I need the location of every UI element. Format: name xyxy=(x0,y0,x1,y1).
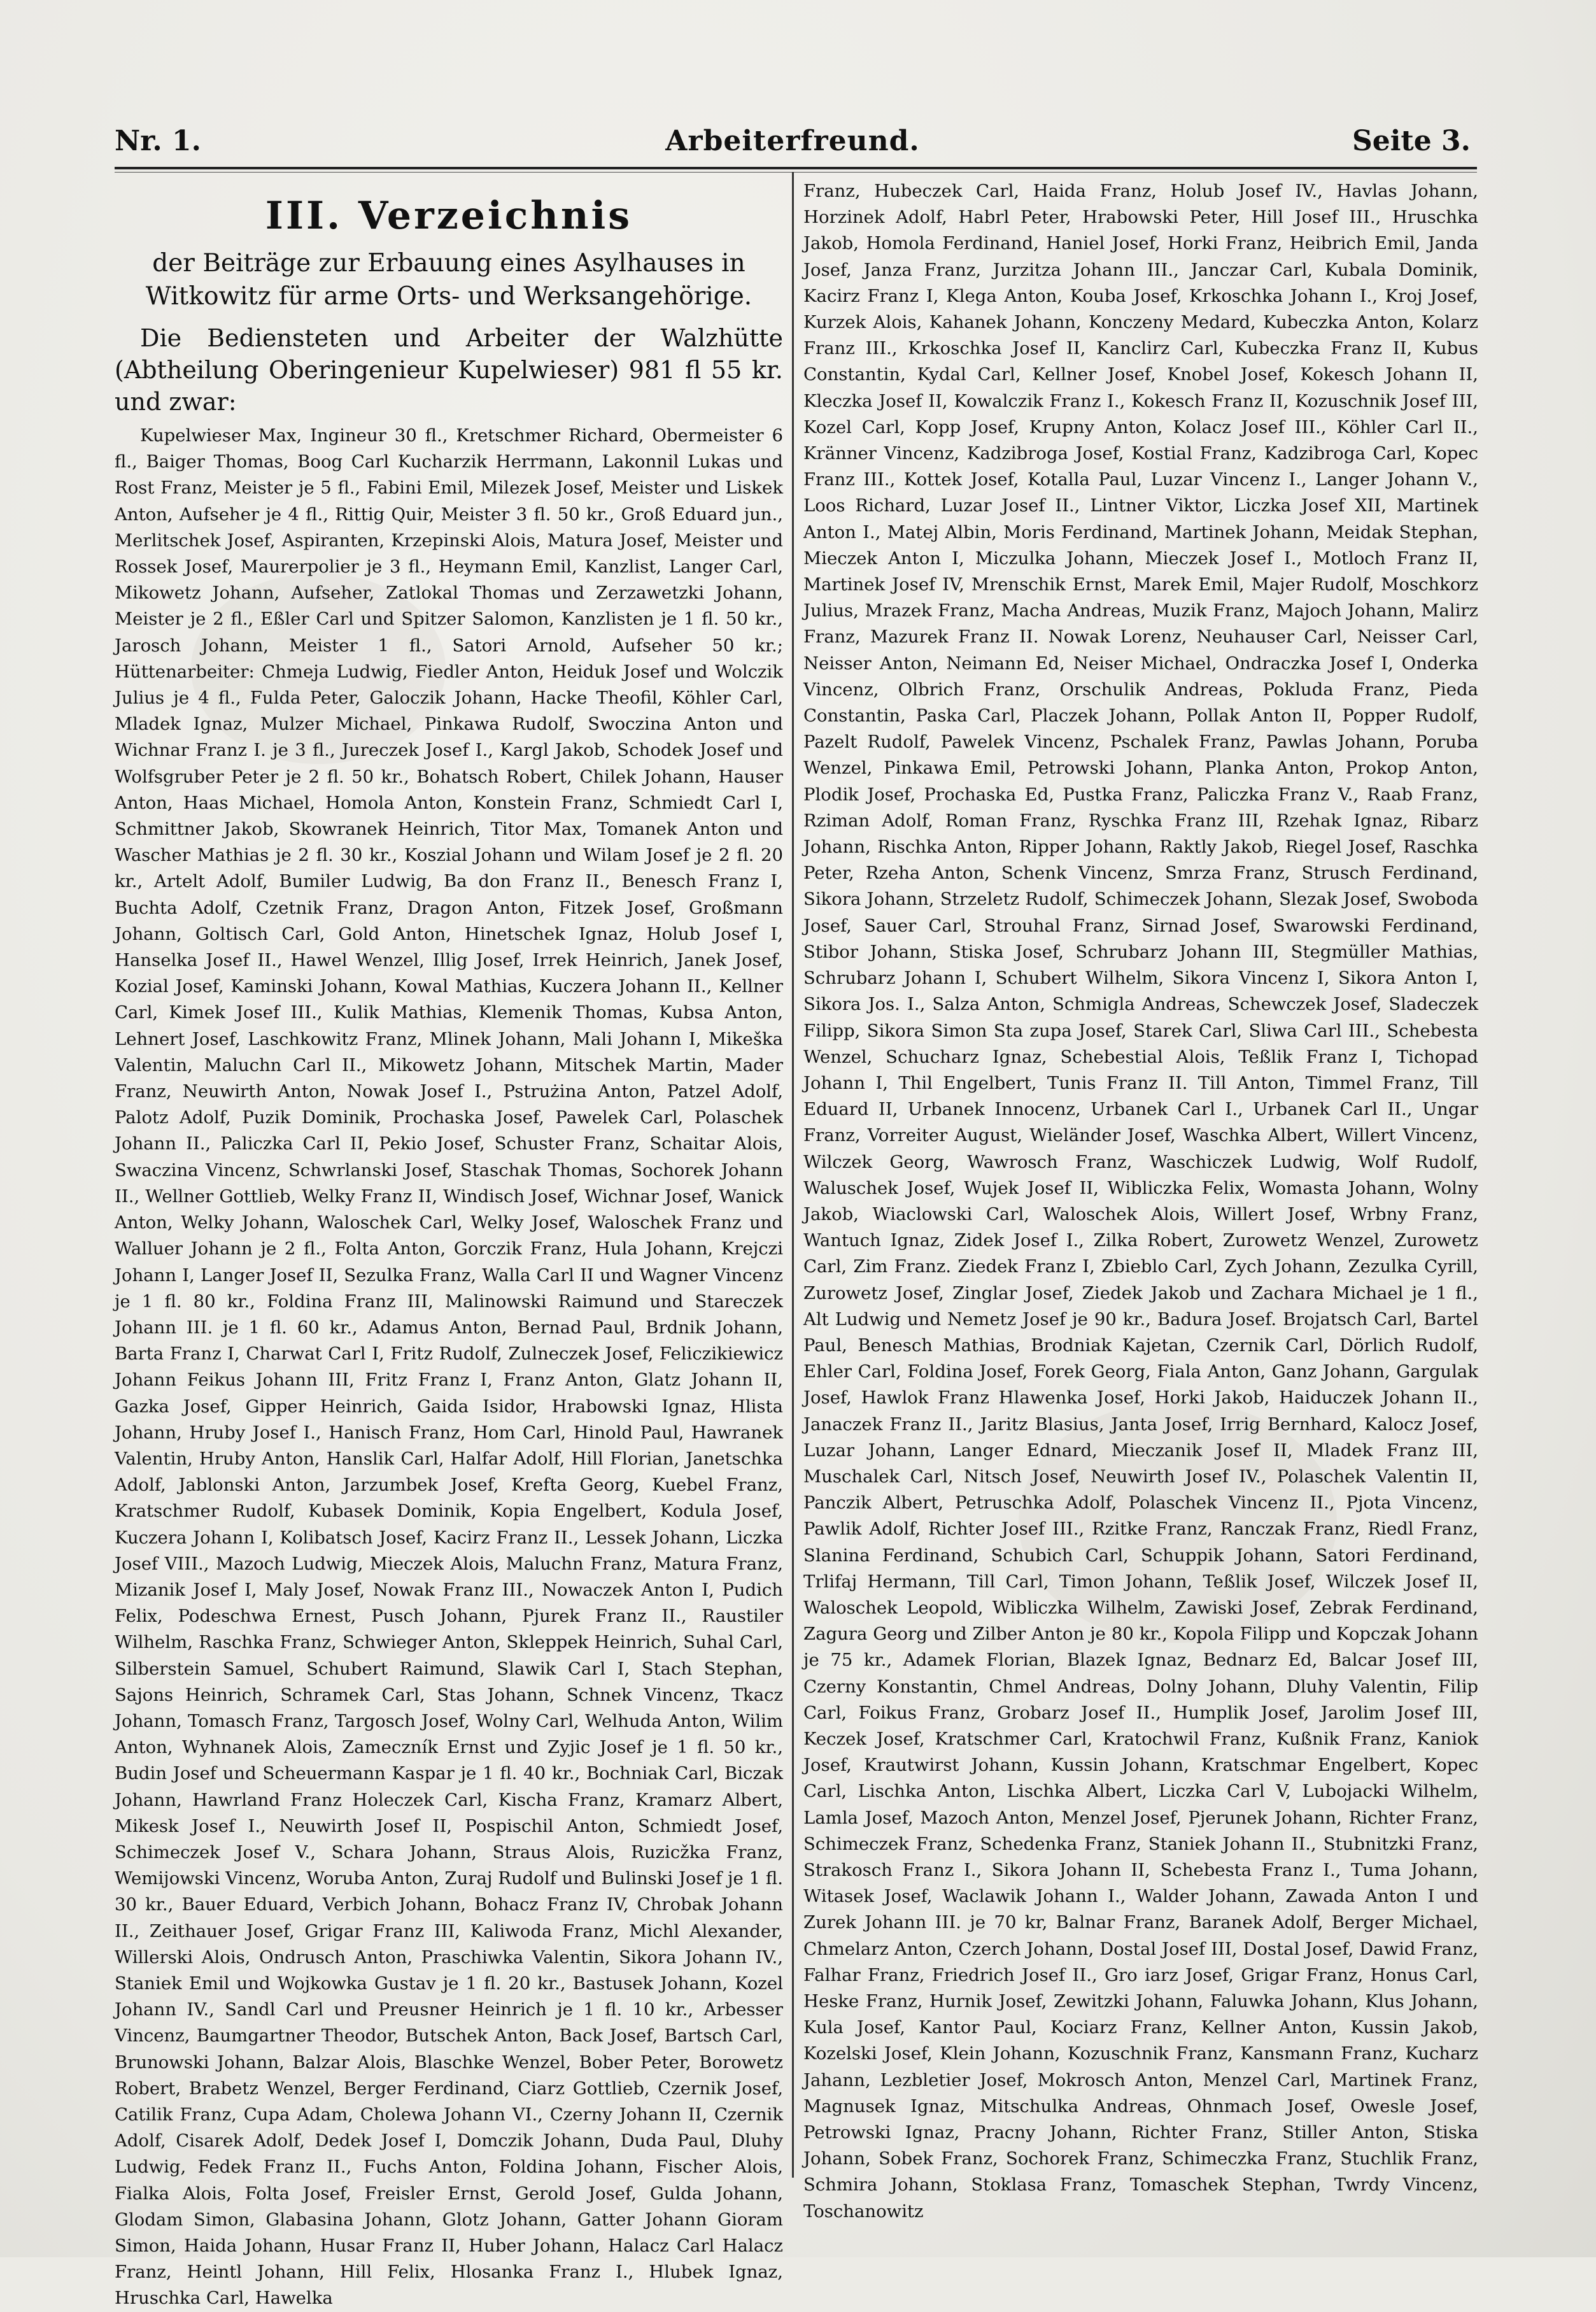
section-subheading: der Beiträge zur Erbauung eines Asylhauses in Witkowitz für arme Orts- und Werksangehörige. xyxy=(145,249,752,311)
left-column-text: Kupelwieser Max, Ingineur 30 fl., Kretschmer Richard, Obermeister 6 fl., Baiger Thomas, Boog Carl Kucharzik Herrmann, Lakonnil Lukas und Rost Franz, Meister je 5 fl., Fabini Emil, Milezek Josef, Meister und Liskek Anton, Aufseher je 4 fl., Rittig Quir, Meister 3 fl. 50 kr., Groß Eduard jun., Merlitschek Josef, Aspiranten, Krzepinski Alois, Matura Josef, Meister und Rossek Josef, Maurerpolier je 3 fl., Heymann Emil, Kanzlist, Langer Carl, Mikowetz Johann, Aufseher, Zatlokal Thomas und Zerzawetzki Johann, Meister je 2 fl., Eßler Carl und Spitzer Salomon, Kanzlisten je 1 fl. 50 kr., Jarosch Johann, Meister 1 fl., Satori Arnold, Aufseher 50 kr.; Hüttenarbeiter: Chmeja Ludwig, Fiedler Anton, Heiduk Josef und Wolczik Julius je 4 fl., Fulda Peter, Galoczik Johann, Hacke Theofil, Köhler Carl, Mladek Ignaz, Mulzer Michael, Pinkawa Rudolf, Swoczina Anton und Wichnar Franz I. je 3 fl., Jureczek Josef I., Kargl Jakob, Schodek Josef und Wolfsgruber Peter je 2 fl. 50 kr., Bohatsch Robert, Chilek Johann, Hauser Anton, Haas Michael, Homola Anton, Konstein Franz, Schmiedt Carl I, Schmittner Jakob, Skowranek Heinrich, Titor Max, Tomanek Anton und Wascher Mathias je 2 fl. 30 kr., Koszial Johann und Wilam Josef je 2 fl. 20 kr., Artelt Adolf, Bumiler Ludwig, Ba don Franz II., Benesch Franz I, Buchta Adolf, Czetnik Franz, Dragon Anton, Fitzek Josef, Großmann Johann, Goltisch Carl, Gold Anton, Hinetschek Ignaz, Holub Josef I, Hanselka Josef II., Hawel Wenzel, Illig Josef, Irrek Heinrich, Janek Josef, Kozial Josef, Kaminski Johann, Kowal Mathias, Kuczera Johann II., Kellner Carl, Kimek Josef III., Kulik Mathias, Klemenik Thomas, Kubsa Anton, Lehnert Josef, Laschkowitz Franz, Mlinek Johann, Mali Johann I, Mikeška Valentin, Maluchn Carl II., Mikowetz Johann, Mitschek Martin, Mader Franz, Neuwirth Anton, Nowak Josef I., Pstrużina Anton, Patzel Adolf, Palotz Adolf, Puzik Dominik, Prochaska Josef, Pawelek Carl, Polaschek Johann II., Paliczka Carl II, Pekio Josef, Schuster Franz, Schaitar Alois, Swaczina Vincenz, Schwrlanski Josef, Staschak Thomas, Sochorek Johann II., Wellner Gottlieb, Welky Franz II, Windisch Josef, Wichnar Josef, Wanick Anton, Welky Johann, Waloschek Carl, Welky Josef, Waloschek Franz und Walluer Johann je 2 fl., Folta Anton, Gorczik Franz, Hula Johann, Krejczi Johann I, Langer Josef II, Sezulka Franz, Walla Carl II und Wagner Vincenz je 1 fl. 80 kr., Foldina Franz III, Malinowski Raimund und Stareczek Johann III. je 1 fl. 60 kr., Adamus Anton, Bernad Paul, Brdnik Johann, Barta Franz I, Charwat Carl I, Fritz Rudolf, Zulneczek Josef, Feliczikiewicz Johann Feikus Johann III, Fritz Franz I, Franz Anton, Glatz Johann II, Gazka Josef, Gipper Heinrich, Gaida Isidor, Hrabowski Ignaz, Hlista Johann, Hruby Josef I., Hanisch Franz, Hom Carl, Hinold Paul, Hawranek Valentin, Hruby Anton, Hanslik Carl, Halfar Adolf, Hill Florian, Janetschka Adolf, Jablonski Anton, Jarzumbek Josef, Krefta Georg, Kuebel Franz, Kratschmer Rudolf, Kubasek Dominik, Kopia Engelbert, Kodula Josef, Kuczera Johann I, Kolibatsch Josef, Kacirz Franz II., Lessek Johann, Liczka Josef VIII., Mazoch Ludwig, Mieczek Alois, Maluchn Franz, Matura Franz, Mizanik Josef I, Maly Josef, Nowak Franz III., Nowaczek Anton I, Pudich Felix, Podeschwa Ernest, Pusch Johann, Pjurek Franz II., Raustiler Wilhelm, Raschka Franz, Schwieger Anton, Skleppek Heinrich, Suhal Carl, Silberstein Samuel, Schubert Raimund, Slawik Carl I, Stach Stephan, Sajons Heinrich, Schramek Carl, Stas Johann, Schnek Vincenz, Tkacz Johann, Tomasch Franz, Targosch Josef, Wolny Carl, Welhuda Anton, Wilim Anton, Wyhnanek Alois, Zameczník Ernst und Zyjic Josef je 1 fl. 50 kr., Budin Josef und Scheuermann Kaspar je 1 fl. 40 kr., Bochniak Carl, Biczak Johann, Hawrland Franz Holeczek Carl, Kischa Franz, Kramarz Albert, Mikesk Josef I., Neuwirth Josef II, Pospischil Anton, Schmiedt Josef, Schimeczek Josef V., Schara Johann, Straus Alois, Ruzicžka Franz, Wemijowski Vincenz, Woruba Anton, Zuraj Rudolf und Bulinski Josef je 1 fl. 30 kr., Bauer Eduard, Verbich Johann, Bohacz Franz IV, Chrobak Johann II., Zeithauer Josef, Grigar Franz III, Kaliwoda Franz, Michl Alexander, Willerski Alois, Ondrusch Anton, Praschiwka Valentin, Sikora Johann IV., Staniek Emil und Wojkowka Gustav je 1 fl. 20 kr., Bastusek Johann, Kozel Johann IV., Sandl Carl und Preusner Heinrich je 1 fl. 10 kr., Arbesser Vincenz, Baumgartner Theodor, Butschek Anton, Back Josef, Bartsch Carl, Brunowski Johann, Balzar Alois, Blaschke Wenzel, Bober Peter, Borowetz Robert, Brabetz Wenzel, Berger Ferdinand, Ciarz Gottlieb, Czernik Josef, Catilik Franz, Cupa Adam, Cholewa Johann VI., Czerny Johann II, Czernik Adolf, Cisarek Adolf, Dedek Josef I, Domczik Johann, Duda Paul, Dluhy Ludwig, Fedek Franz II., Fuchs Anton, Foldina Johann, Fischer Alois, Fialka Alois, Folta Josef, Freisler Ernst, Gerold Josef, Gulda Johann, Glodam Simon, Glabasina Johann, Glotz Johann, Gatter Johann Gioram Simon, Haida Johann, Husar Franz II, Huber Johann, Halacz Carl Halacz Franz, Heintl Johann, Hill Felix, Hlosanka Franz I., Hlubek Ignaz, Hruschka Carl, Hawelka xyxy=(115,425,783,2309)
issue-number: Nr. 1. xyxy=(115,125,201,157)
section-intro: Die Bediensteten und Arbeiter der Walzhütte (Abtheilung Oberingenieur Kupelwieser) 981 fl 55 kr. und zwar: xyxy=(115,324,783,416)
column-divider xyxy=(792,172,794,2178)
page-number: Seite 3. xyxy=(1352,125,1471,157)
section-heading: III. Verzeichnis xyxy=(265,194,633,238)
right-column xyxy=(803,178,1478,2222)
right-column-text: Franz, Hubeczek Carl, Haida Franz, Holub Josef IV., Havlas Johann, Horzinek Adolf, Habrl Peter, Hrabowski Peter, Hill Josef III., Hruschka Jakob, Homola Ferdinand, Haniel Josef, Horki Franz, Heibrich Emil, Janda Josef, Janza Franz, Jurzitza Johann III., Janczar Carl, Kubala Dominik, Kacirz Franz I, Klega Anton, Kouba Josef, Krkoschka Johann I., Kroj Josef, Kurzek Alois, Kahanek Johann, Konczeny Medard, Kubeczka Anton, Kolarz Franz III., Krkoschka Josef II, Kanclirz Carl, Kubeczka Franz II, Kubus Constantin, Kydal Carl, Kellner Josef, Knobel Josef, Kokesch Johann II, Kleczka Josef II, Kowalczik Franz I., Kokesch Franz II, Kozuschnik Josef III, Kozel Carl, Kopp Josef, Krupny Anton, Kolacz Josef III., Köhler Carl II., Kränner Vincenz, Kadzibroga Josef, Kostial Franz, Kadzibroga Carl, Kopec Franz III., Kottek Josef, Kotalla Paul, Luzar Vincenz I., Langer Johann V., Loos Richard, Luzar Josef II., Lintner Viktor, Liczka Josef XII, Martinek Anton I., Matej Albin, Moris Ferdinand, Martinek Johann, Meidak Stephan, Mieczek Anton I, Miczulka Johann, Mieczek Josef I., Motloch Franz II, Martinek Josef IV, Mrenschik Ernst, Marek Emil, Majer Rudolf, Moschkorz Julius, Mrazek Franz, Macha Andreas, Muzik Franz, Majoch Johann, Malirz Franz, Mazurek Franz II. Nowak Lorenz, Neuhauser Carl, Neisser Carl, Neisser Anton, Neimann Ed, Neiser Michael, Ondraczka Josef I, Onderka Vincenz, Olbrich Franz, Orschulik Andreas, Pokluda Franz, Pieda Constantin, Paska Carl, Placzek Johann, Pollak Anton II, Popper Rudolf, Pazelt Rudolf, Pawelek Vincenz, Pschalek Franz, Pawlas Johann, Poruba Wenzel, Pinkawa Emil, Petrowski Johann, Planka Anton, Prokop Anton, Plodik Josef, Prochaska Ed, Pustka Franz, Paliczka Franz V., Raab Franz, Rziman Adolf, Roman Franz, Ryschka Franz III, Rzehak Ignaz, Ribarz Johann, Rischka Anton, Ripper Johann, Raktly Jakob, Riegel Josef, Raschka Peter, Rzeha Anton, Schenk Vincenz, Smrza Franz, Strusch Ferdinand, Sikora Johann, Strzeletz Rudolf, Schimeczek Johann, Slezak Josef, Swoboda Josef, Sauer Carl, Strouhal Franz, Sirnad Josef, Swarowski Ferdinand, Stibor Johann, Stiska Josef, Schrubarz Johann III, Stegmüller Mathias, Schrubarz Johann I, Schubert Wilhelm, Sikora Vincenz I, Sikora Anton I, Sikora Jos. I., Salza Anton, Schmigla Andreas, Schewczek Josef, Sladeczek Filipp, Sikora Simon Sta zupa Josef, Starek Carl, Sliwa Carl III., Schebesta Wenzel, Schucharz Ignaz, Schebestial Alois, Teßlik Franz I, Tichopad Johann I, Thil Engelbert, Tunis Franz II. Till Anton, Timmel Franz, Till Eduard II, Urbanek Innocenz, Urbanek Carl I., Urbanek Carl II., Ungar Franz, Vorreiter August, Wieländer Josef, Waschka Albert, Willert Vincenz, Wilczek Georg, Wawrosch Franz, Waschiczek Ludwig, Wolf Rudolf, Waluschek Josef, Wujek Josef II, Wibliczka Felix, Womasta Johann, Wolny Jakob, Wiaclowski Carl, Waloschek Alois, Willert Josef, Wrbny Franz, Wantuch Ignaz, Zidek Josef I., Zilka Robert, Zurowetz Wenzel, Zurowetz Carl, Zim Franz. Ziedek Franz I, Zbieblo Carl, Zych Johann, Zezulka Cyrill, Zurowetz Josef, Zinglar Josef, Ziedek Jakob und Zachara Michael je 1 fl., Alt Ludwig und Nemetz Josef je 90 kr., Badura Josef. Brojatsch Carl, Bartel Paul, Benesch Mathias, Brodniak Kajetan, Czernik Carl, Dörlich Rudolf, Ehler Carl, Foldina Josef, Forek Georg, Fiala Anton, Ganz Johann, Gargulak Josef, Hawlok Franz Hlawenka Josef, Horki Jakob, Haiduczek Johann II., Janaczek Franz II., Jaritz Blasius, Janta Josef, Irrig Bernhard, Kalocz Josef, Luzar Johann, Langer Ednard, Mieczanik Josef II, Mladek Franz III, Muschalek Carl, Nitsch Josef, Neuwirth Josef IV., Polaschek Valentin II, Panczik Albert, Petruschka Adolf, Polaschek Vincenz II., Pjota Vincenz, Pawlik Adolf, Richter Josef III., Rzitke Franz, Ranczak Franz, Riedl Franz, Slanina Ferdinand, Schubich Carl, Schuppik Johann, Satori Ferdinand, Trlifaj Hermann, Till Carl, Timon Johann, Teßlik Josef, Wilczek Josef II, Waloschek Leopold, Wibliczka Wilhelm, Zawiski Josef, Zebrak Ferdinand, Zagura Georg und Zilber Anton je 80 kr., Kopola Filipp und Kopczak Johann je 75 kr., Adamek Florian, Blazek Ignaz, Bednarz Ed, Balcar Josef III, Czerny Konstantin, Chmel Andreas, Dolny Johann, Dluhy Valentin, Filip Carl, Foikus Franz, Grobarz Josef II., Humplik Josef, Jarolim Josef III, Keczek Josef, Kratschmer Carl, Kratochwil Franz, Kußnik Franz, Kaniok Josef, Krautwirst Johann, Kussin Johann, Kratschmar Engelbert, Kopec Carl, Lischka Anton, Lischka Albert, Liczka Carl V, Lubojacki Wilhelm, Lamla Josef, Mazoch Anton, Menzel Josef, Pjerunek Johann, Richter Franz, Schimeczek Franz, Schedenka Franz, Staniek Johann II., Stubnitzki Franz, Strakosch Franz I., Sikora Johann II, Schebesta Franz I., Tuma Johann, Witasek Josef, Waclawik Johann I., Walder Johann, Zawada Anton I und Zurek Johann III. je 70 kr, Balnar Franz, Baranek Adolf, Berger Michael, Chmelarz Anton, Czerch Johann, Dostal Josef III, Dostal Josef, Dawid Franz, Falhar Franz, Friedrich Josef II., Gro iarz Josef, Grigar Franz, Honus Carl, Heske Franz, Hurnik Josef, Zewitzki Johann, Faluwka Johann, Klus Johann, Kula Josef, Kantor Paul, Kociarz Franz, Kellner Anton, Kussin Jakob, Kozelski Josef, Klein Johann, Kozuschnik Franz, Kansmann Franz, Kucharz Jahann, Lezbletier Josef, Mokrosch Anton, Menzel Carl, Martinek Franz, Magnusek Ignaz, Mitschulka Andreas, Ohnmach Josef, Owesle Josef, Petrowski Ignaz, Pracny Johann, Richter Franz, Stiller Anton, Stiska Johann, Sobek Franz, Sochorek Franz, Schimeczka Franz, Stuchlik Franz, Schmira Johann, Stoklasa Franz, Tomaschek Stephan, Twrdy Vincenz, Toschanowitz xyxy=(803,181,1478,2222)
running-head xyxy=(115,125,1471,169)
newspaper-title: Arbeiterfreund. xyxy=(665,125,920,157)
header-rule-thin xyxy=(115,172,1477,173)
header-rule xyxy=(115,167,1477,169)
left-column xyxy=(115,178,783,2309)
